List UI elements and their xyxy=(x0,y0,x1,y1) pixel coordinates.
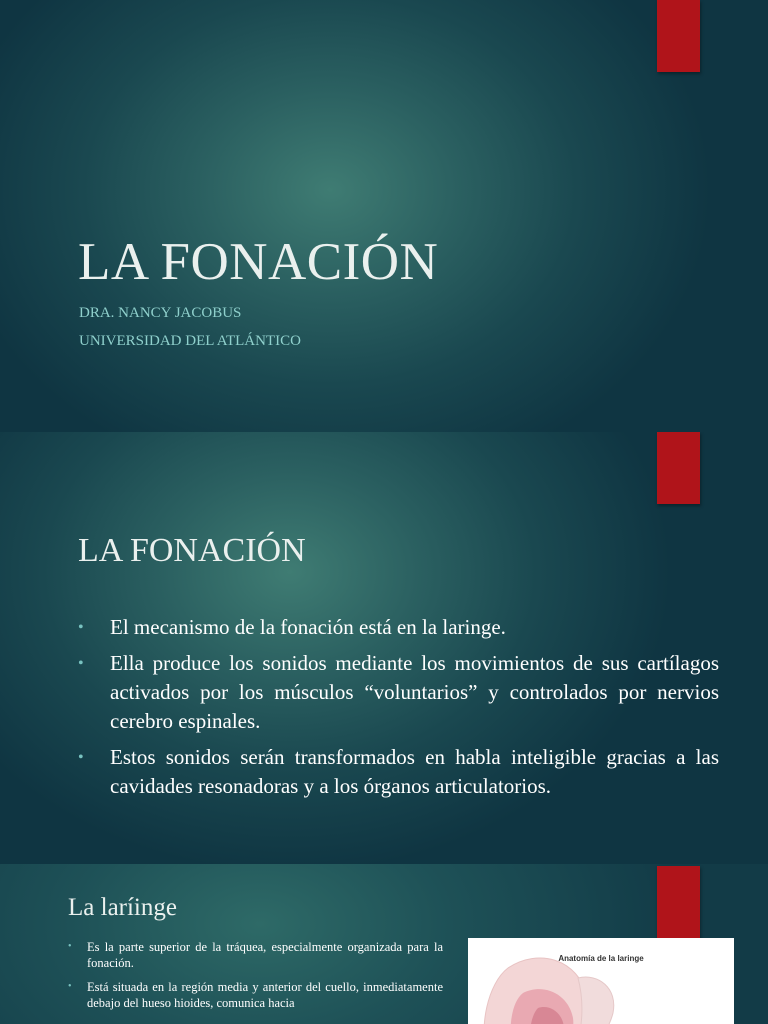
list-item xyxy=(78,649,719,736)
larynx-illustration xyxy=(468,938,734,1024)
bullet-icon: • xyxy=(78,619,84,636)
bullet-text: El mecanismo de la fonación está en la laringe. xyxy=(110,615,506,639)
bullet-list xyxy=(78,613,719,808)
slide-title: La laríinge xyxy=(68,894,177,921)
slide-title: LA FONACIÓN xyxy=(78,233,439,291)
subtitle-institution: UNIVERSIDAD DEL ATLÁNTICO xyxy=(79,333,301,349)
list-item xyxy=(68,939,443,971)
subtitle-author: DRA. NANCY JACOBUS xyxy=(79,305,242,321)
bullet-icon: • xyxy=(78,749,84,766)
slide-2 xyxy=(0,432,768,864)
list-item xyxy=(68,979,443,1011)
slide-3 xyxy=(0,864,768,1024)
bullet-list xyxy=(68,939,443,1019)
bullet-icon: • xyxy=(78,655,84,672)
list-item xyxy=(78,743,719,801)
red-accent-tab xyxy=(657,0,700,72)
bullet-text: Estos sonidos serán transformados en habla inteligible gracias a las cavidades resonadoras y a los órganos articulatorios. xyxy=(110,745,719,798)
bullet-text: Ella produce los sonidos mediante los movimientos de sus cartílagos activados por los músculos “voluntarios” y controlados por nervios cerebro espinales. xyxy=(110,651,719,733)
red-accent-tab xyxy=(657,866,700,938)
figure-caption: Anatomía de la laringe xyxy=(558,954,644,963)
red-accent-tab xyxy=(657,432,700,504)
slide-1 xyxy=(0,0,768,432)
bullet-text: Es la parte superior de la tráquea, especialmente organizada para la fonación. xyxy=(87,940,443,970)
larynx-anatomy-figure xyxy=(468,938,734,1024)
bullet-text: Está situada en la región media y anterior del cuello, inmediatamente debajo del hueso hioides, comunica hacia xyxy=(87,980,443,1010)
list-item xyxy=(78,613,719,642)
slide-title: LA FONACIÓN xyxy=(78,532,306,569)
bullet-icon: • xyxy=(68,981,72,992)
bullet-icon: • xyxy=(68,941,72,952)
